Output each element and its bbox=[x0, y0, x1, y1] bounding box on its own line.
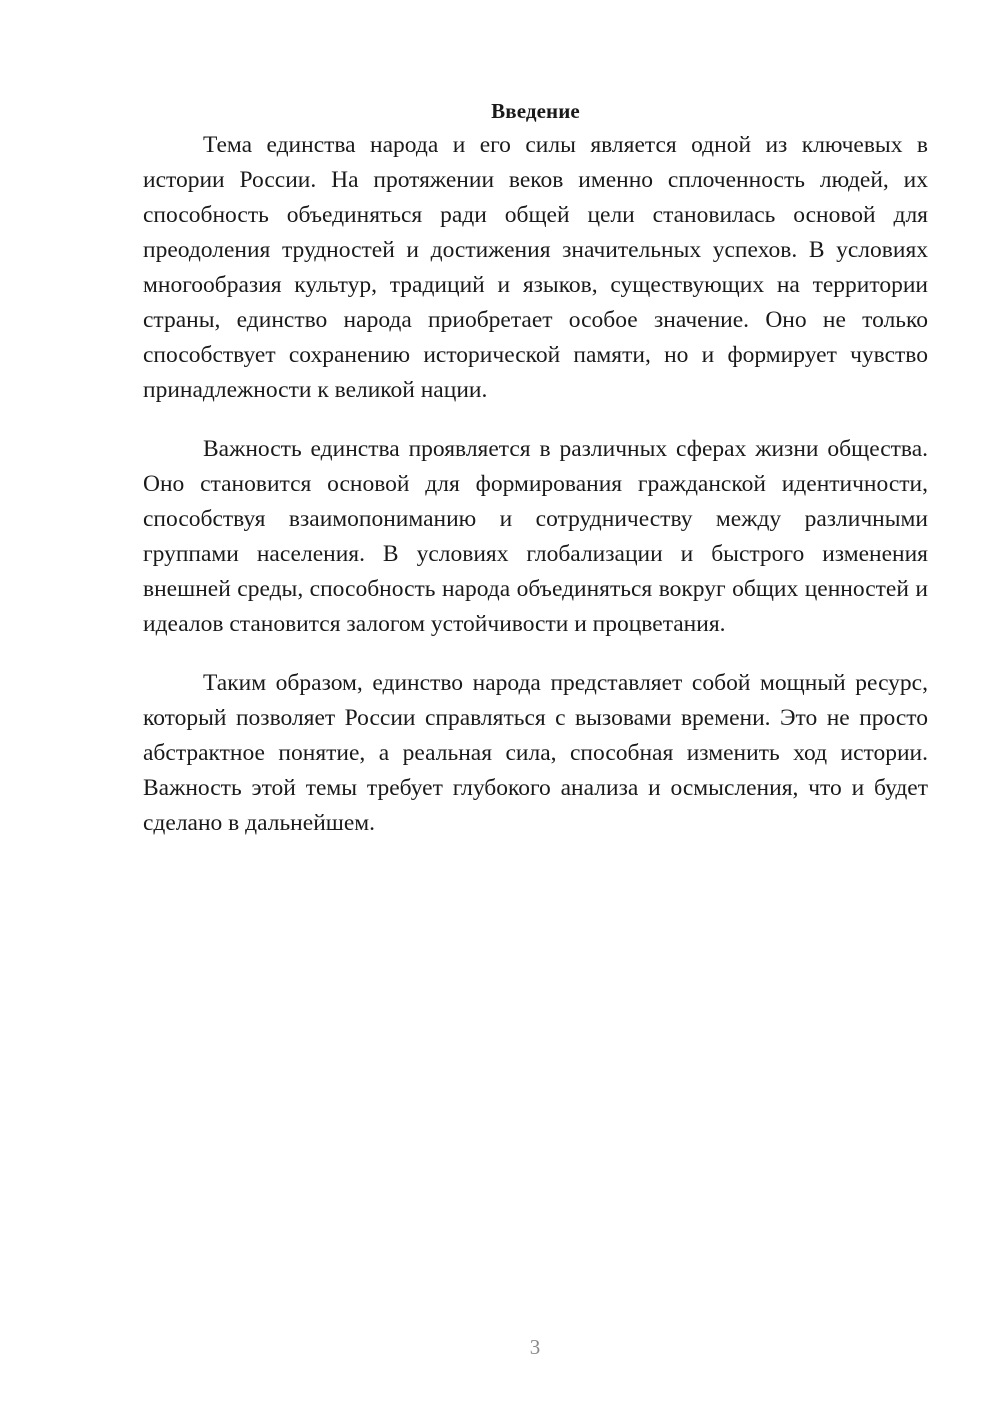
paragraph-3: Таким образом, единство народа представляет собой мощный ресурс, который позволяет России справляться с вызовами времени. Это не просто абстрактное понятие, а реальная сила, способная изменить ход истории. Важность этой темы требует глубокого анализа и осмысления, что и будет сделано в дальнейшем. bbox=[143, 670, 928, 836]
paragraph-1: Тема единства народа и его силы является одной из ключевых в истории России. На протяжении веков именно сплоченность людей, их способность объединяться ради общей цели становилась основой для преодоления трудностей и достижения значительных успехов. В условиях многообразия культур, традиций и языков, существующих на территории страны, единство народа приобретает особое значение. Оно не только способствует сохранению исторической памяти, но и формирует чувство принадлежности к великой нации. bbox=[143, 132, 928, 403]
section-heading: Введение bbox=[491, 99, 580, 123]
page-number: 3 bbox=[529, 1335, 541, 1359]
paragraph-2: Важность единства проявляется в различных сферах жизни общества. Оно становится основой для формирования гражданской идентичности, способствуя взаимопониманию и сотрудничеству между различными группами населения. В условиях глобализации и быстрого изменения внешней среды, способность народа объединяться вокруг общих ценностей и идеалов становится залогом устойчивости и процветания. bbox=[143, 436, 928, 637]
page-content bbox=[143, 96, 928, 865]
